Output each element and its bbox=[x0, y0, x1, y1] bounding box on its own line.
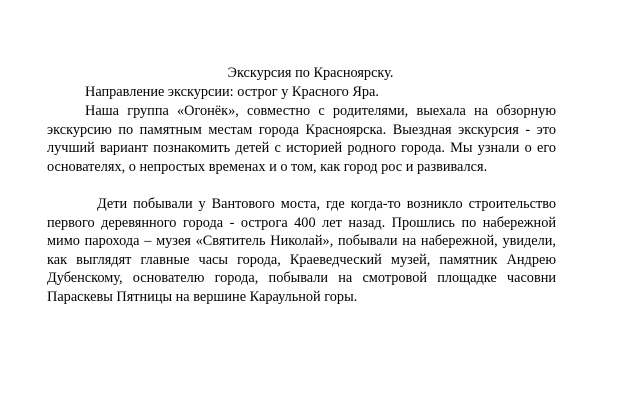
excursion-direction: Направление экскурсии: острог у Красного Яра. bbox=[85, 84, 379, 100]
paragraph-intro: Наша группа «Огонёк», совместно с родителями, выехала на обзорную экскурсию по памятным местам города Красноярска. Выездная экскурсия - это лучший вариант познакомить детей с историей родного города. Мы узнали о его основателях, о непростых временах и о том, как город рос и развивался. bbox=[47, 103, 556, 175]
paragraph-details: Дети побывали у Вантового моста, где когда-то возникло строительство первого деревянного города - острога 400 лет назад. Прошлись по набережной мимо парохода – музея «Святитель Николай», побывали на набережной, увидели, как выглядят главные часы города, Краеведческий музей, памятник Андрею Дубенскому, основателю города, побывали на смотровой площадке часовни Параскевы Пятницы на вершине Караульной горы. bbox=[47, 196, 556, 305]
document-title: Экскурсия по Красноярску. bbox=[227, 65, 394, 81]
